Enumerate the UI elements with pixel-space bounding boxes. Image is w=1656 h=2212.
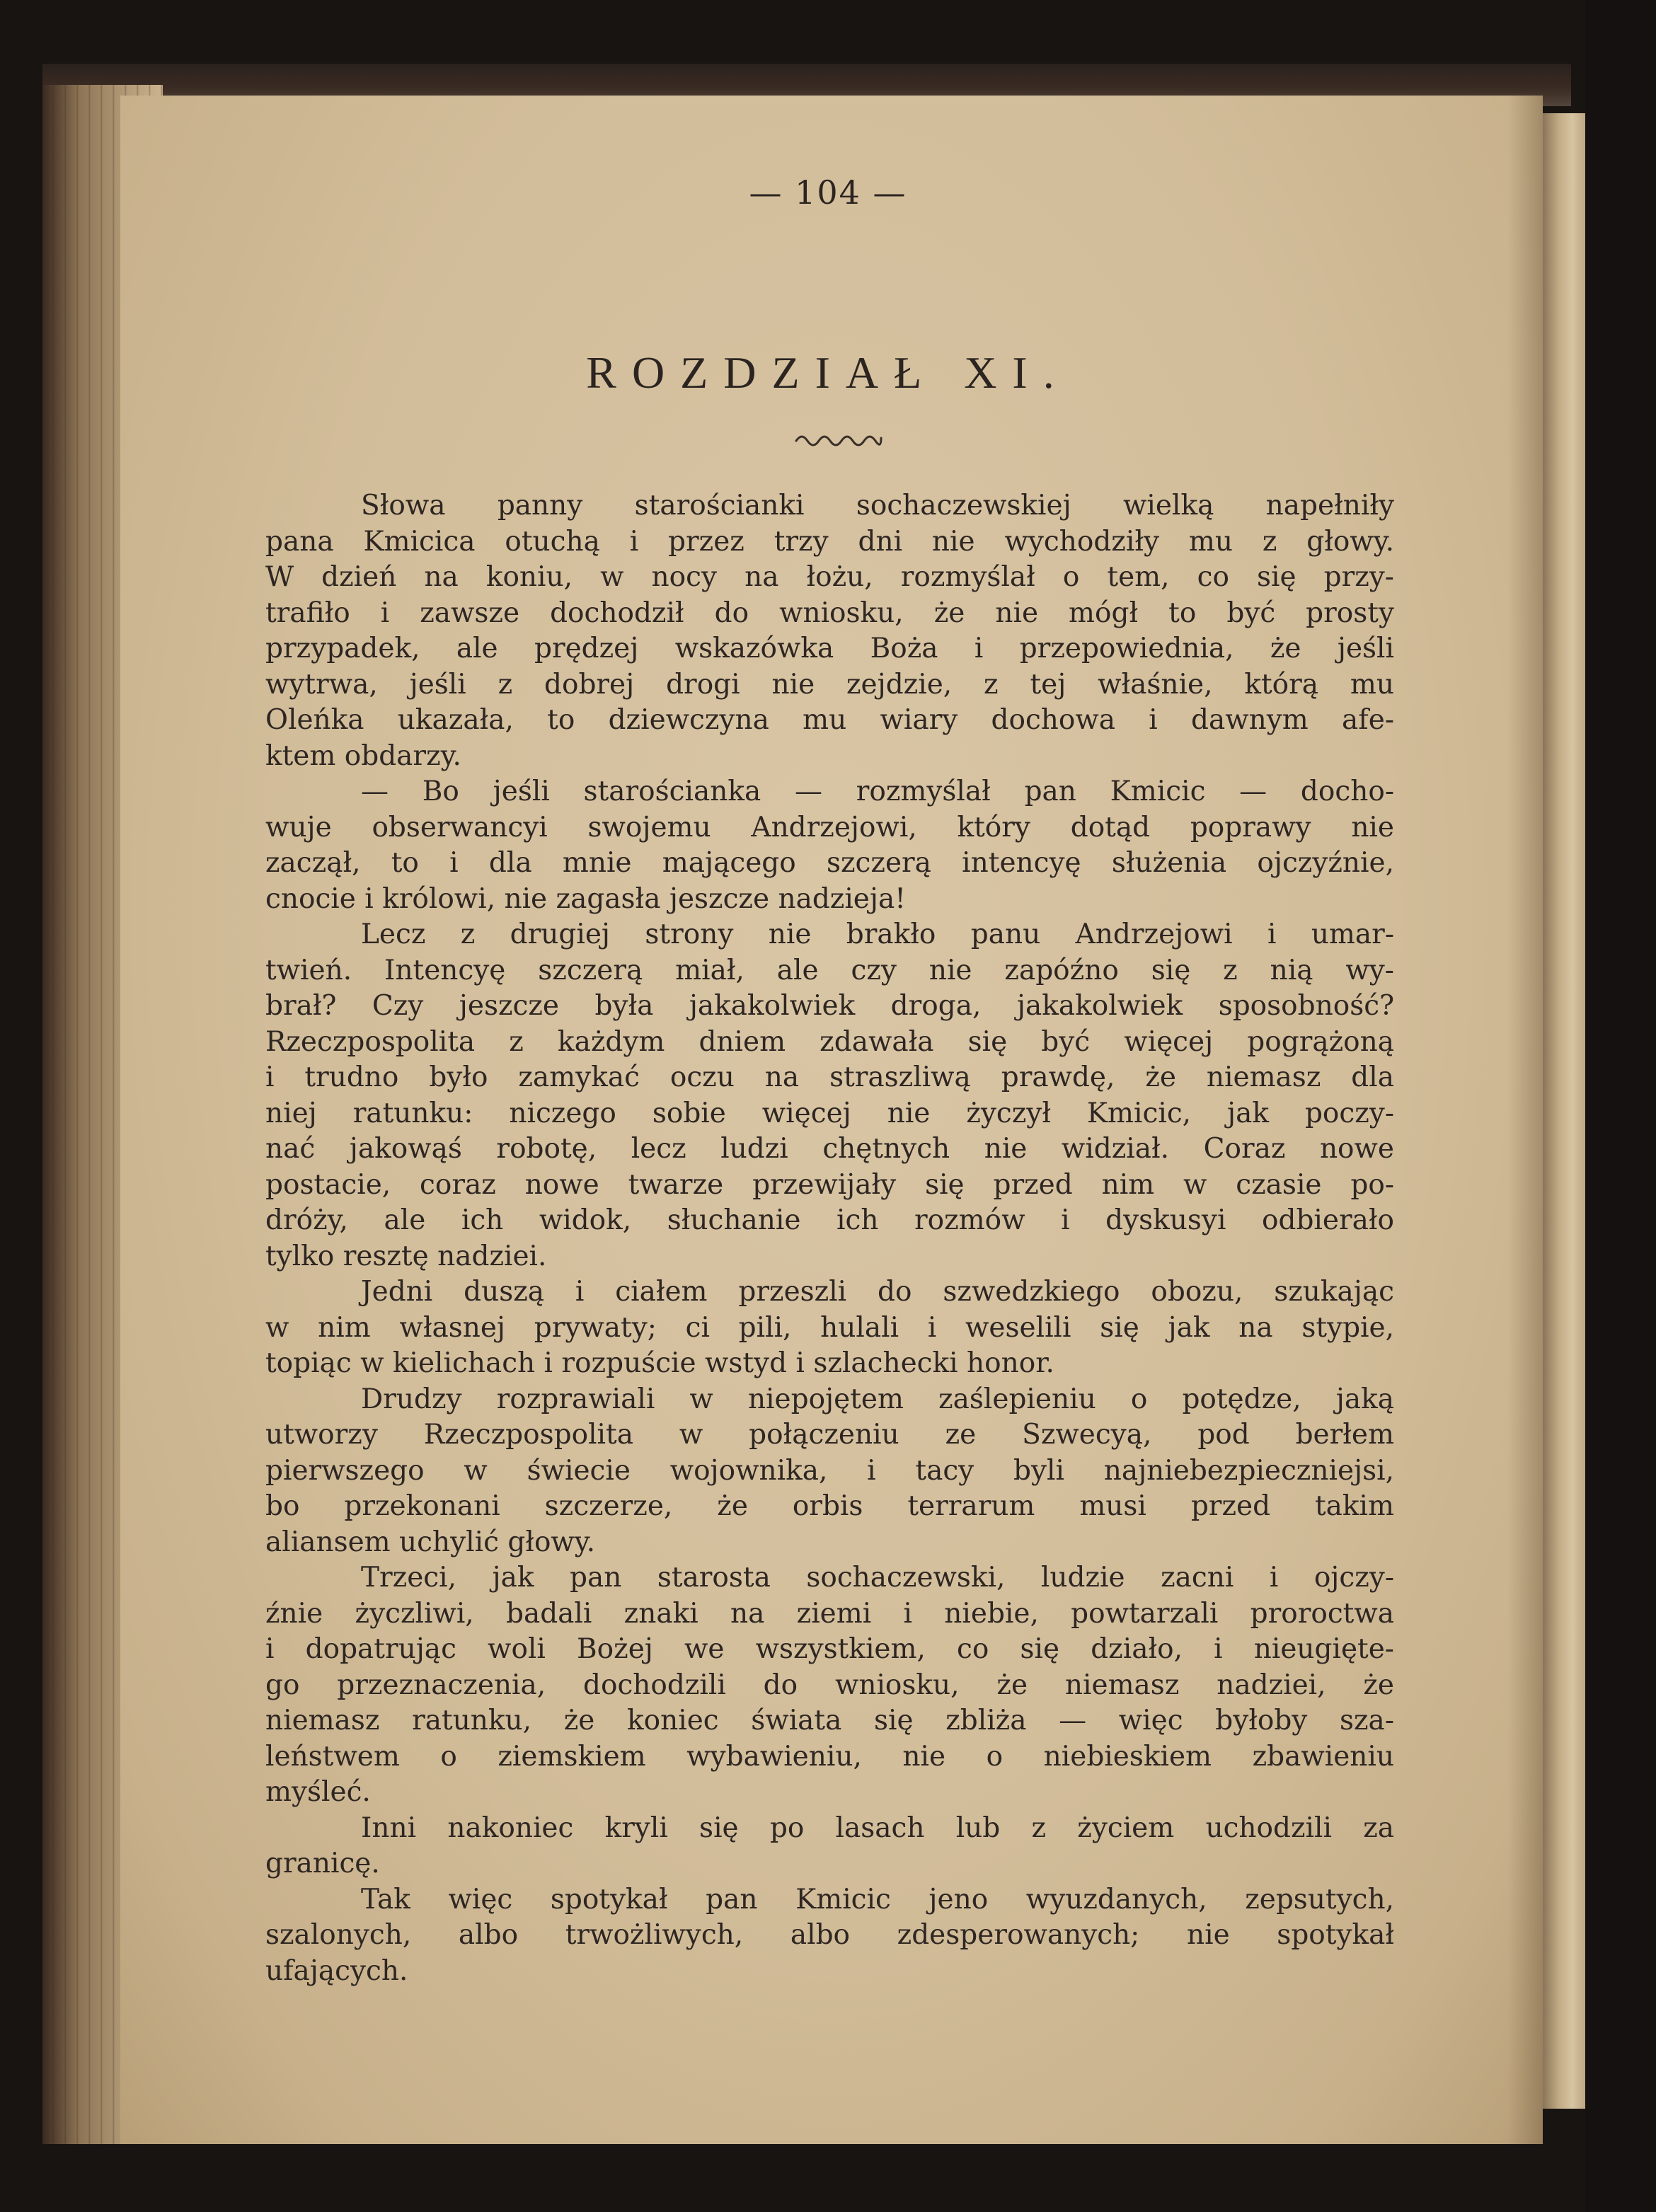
background-dark [1585,0,1656,2212]
text-line: twień. Intencyę szczerą miał, ale czy nie zapóźno się z nią wy- [265,954,1394,986]
text-line: dróży, ale ich widok, słuchanie ich rozmów i dyskusyi odbierało [265,1204,1394,1236]
page-number: — 104 — [749,173,907,212]
text-line: granicę. [265,1848,380,1879]
next-page-edge [1543,113,1585,2109]
text-line: zaczął, to i dla mnie mającego szczerą intencyę służenia ojczyźnie, [265,847,1394,879]
text-line: przypadek, ale prędzej wskazówka Boża i przepowiednia, że jeśli [265,633,1394,664]
text-line: cnocie i królowi, nie zagasła jeszcze nadzieja! [265,882,906,915]
text-line: myśleć. [265,1776,371,1808]
text-line: W dzień na koniu, w nocy na łożu, rozmyślał o tem, co się przy- [265,561,1394,593]
text-line: Drudzy rozprawiali w niepojętem zaślepieniu o potędze, jaką [361,1383,1394,1415]
page-gutter-shadow [1507,96,1543,2144]
text-line: Oleńka ukazała, to dziewczyna mu wiary dochowa i dawnym afe- [265,704,1394,736]
text-line: Słowa panny starościanki sochaczewskiej wielką napełniły [361,490,1394,522]
text-line: tylko resztę nadziei. [265,1240,547,1272]
wavy-ornament-icon [793,428,885,449]
text-line: nać jakowąś robotę, lecz ludzi chętnych nie widział. Coraz nowe [265,1133,1394,1165]
text-line: topiąc w kielichach i rozpuście wstyd i szlachecki honor. [265,1347,1054,1379]
text-line: Rzeczpospolita z każdym dniem zdawała się być więcej pogrążoną [265,1025,1394,1058]
text-line: ufających. [265,1954,408,1987]
text-line: Trzeci, jak pan starosta sochaczewski, ludzie zacni i ojczy- [361,1562,1394,1594]
text-line: pana Kmicica otuchą i przez trzy dni nie wychodziły mu z głowy. [265,525,1394,558]
text-line: bo przekonani szczerze, że orbis terrarum musi przed takim [265,1490,1394,1522]
text-line: i trudno było zamykać oczu na straszliwą prawdę, że niemasz dla [265,1061,1394,1093]
text-line: niej ratunku: niczego sobie więcej nie życzył Kmicic, jak poczy- [265,1097,1394,1129]
text-line: Jedni duszą i ciałem przeszli do szwedzkiego obozu, szukając [361,1276,1394,1308]
text-line: aliansem uchylić głowy. [265,1526,596,1558]
text-line: ktem obdarzy. [265,739,461,772]
chapter-body-text [265,488,1394,1989]
chapter-title: ROZDZIAŁ XI. [586,347,1070,398]
text-line: go przeznaczenia, dochodzili do wniosku, że niemasz nadziei, że [265,1669,1394,1701]
text-line: źnie życzliwi, badali znaki na ziemi i niebie, powtarzali proroctwa [265,1597,1394,1630]
text-line: szalonych, albo trwożliwych, albo zdesperowanych; nie spotykał [265,1919,1394,1951]
text-line: trafiło i zawsze dochodził do wniosku, że nie mógł to być prosty [265,597,1394,629]
text-line: — Bo jeśli starościanka — rozmyślał pan Kmicic — docho- [361,776,1394,807]
text-line: w nim własnej prywaty; ci pili, hulali i weselili się jak na stypie, [265,1311,1394,1344]
text-line: wytrwa, jeśli z dobrej drogi nie zejdzie, z tej właśnie, którą mu [265,668,1394,701]
text-line: Inni nakoniec kryli się po lasach lub z życiem uchodzili za [361,1811,1394,1844]
text-line: i dopatrując woli Bożej we wszystkiem, co się działo, i nieugięte- [265,1633,1394,1665]
text-line: niemasz ratunku, że koniec świata się zbliża — więc byłoby sza- [265,1705,1394,1736]
text-line: pierwszego w świecie wojownika, i tacy byli najniebezpieczniejsi, [265,1454,1394,1487]
text-line: Tak więc spotykał pan Kmicic jeno wyuzdanych, zepsutych, [361,1883,1394,1916]
text-line: postacie, coraz nowe twarze przewijały się przed nim w czasie po- [265,1168,1394,1201]
text-line: leństwem o ziemskiem wybawieniu, nie o niebieskiem zbawieniu [265,1740,1394,1773]
text-line: utworzy Rzeczpospolita w połączeniu ze Szwecyą, pod berłem [265,1419,1394,1451]
text-line: Lecz z drugiej strony nie brakło panu Andrzejowi i umar- [361,918,1394,950]
text-line: wuje obserwancyi swojemu Andrzejowi, który dotąd poprawy nie [265,811,1394,843]
text-line: brał? Czy jeszcze była jakakolwiek droga, jakakolwiek sposobność? [265,990,1394,1022]
